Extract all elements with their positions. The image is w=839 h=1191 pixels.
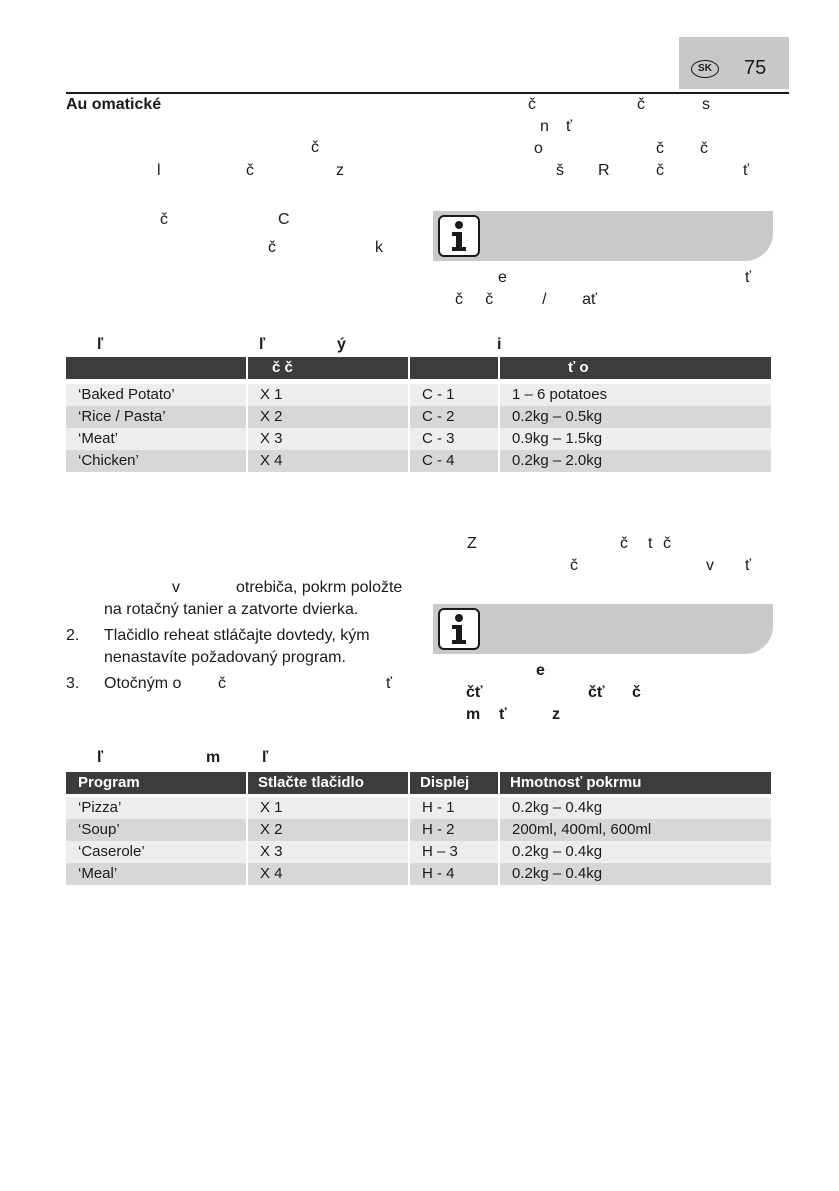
table-row (66, 384, 771, 406)
table-row (66, 450, 771, 472)
table-row (66, 406, 771, 428)
text-fragment: č (663, 535, 671, 552)
table-cell: X 3 (248, 428, 408, 450)
text-fragment: z (336, 162, 344, 179)
text-fragment: n (540, 118, 549, 135)
text-fragment: čť (588, 684, 605, 701)
table-cell: 0.2kg – 0.4kg (500, 797, 771, 819)
table-cell: 0.2kg – 0.4kg (500, 841, 771, 863)
table-title-fragment: m (206, 749, 221, 766)
text-fragment: č (632, 684, 641, 701)
table-cell: X 2 (248, 406, 408, 428)
table-cell: 0.9kg – 1.5kg (500, 428, 771, 450)
text-fragment: č (570, 557, 578, 574)
text-fragment: č (311, 139, 319, 156)
text-fragment: k (375, 239, 383, 256)
table-cell: 1 – 6 potatoes (500, 384, 771, 406)
table-cell: C - 4 (410, 450, 498, 472)
step-number: 2. (66, 627, 80, 644)
table-title-fragment: ľ (97, 336, 104, 353)
table-title-fragment: ý (337, 336, 346, 353)
table-row (66, 428, 771, 450)
instruction-line: Tlačidlo reheat stláčajte dovtedy, kým (104, 627, 370, 644)
text-fragment: l (157, 162, 161, 179)
table-cell: ‘Baked Potato’ (66, 384, 246, 406)
table-cell: H - 2 (410, 819, 498, 841)
table-header-cell: č č (248, 357, 408, 379)
step-number: 3. (66, 675, 80, 692)
table-cell: ‘Soup’ (66, 819, 246, 841)
text-fragment: ť (745, 557, 751, 574)
table-header-cell: ť o (500, 357, 771, 379)
text-fragment: z (552, 706, 560, 723)
text-fragment: Z (467, 535, 477, 552)
table-cell: ‘Rice / Pasta’ (66, 406, 246, 428)
table-cell: ‘Meal’ (66, 863, 246, 885)
table-title-fragment: ľ (262, 749, 269, 766)
table-cell: H - 4 (410, 863, 498, 885)
table-header-cell (410, 357, 498, 379)
table-header-cell: Program (66, 772, 246, 794)
text-fragment: v (706, 557, 714, 574)
text-fragment: č (656, 140, 664, 157)
info-note-background (433, 604, 773, 654)
text-fragment: č (528, 96, 536, 113)
table-cell: ‘Chicken’ (66, 450, 246, 472)
table-title-fragment: ľ (259, 336, 266, 353)
text-fragment: o (534, 140, 543, 157)
table-header-cell: Displej (410, 772, 498, 794)
text-fragment: č (246, 162, 254, 179)
info-note-background (433, 211, 773, 261)
table-row (66, 797, 771, 819)
text-fragment: č (620, 535, 628, 552)
table-cell: C - 1 (410, 384, 498, 406)
table-row (66, 819, 771, 841)
text-fragment: č (700, 140, 708, 157)
text-fragment: C (278, 211, 290, 228)
table-cell: 0.2kg – 0.4kg (500, 863, 771, 885)
table-cell: C - 2 (410, 406, 498, 428)
table-title-fragment: i (497, 336, 502, 353)
text-fragment: e (536, 662, 545, 679)
instruction-line: nenastavíte požadovaný program. (104, 649, 346, 666)
table-cell: ‘Pizza’ (66, 797, 246, 819)
page-number: 75 (744, 57, 767, 79)
instruction-line: na rotačný tanier a zatvorte dvierka. (104, 601, 359, 618)
table-header-row (66, 357, 771, 379)
table-cell: H - 1 (410, 797, 498, 819)
text-fragment: e (498, 269, 507, 286)
table-row (66, 841, 771, 863)
text-fragment: č (268, 239, 276, 256)
text-fragment: č (218, 675, 226, 692)
text-fragment: m (466, 706, 481, 723)
table-row (66, 863, 771, 885)
table-cell: X 4 (248, 450, 408, 472)
text-fragment: ť (745, 269, 751, 286)
table-cell: ‘Meat’ (66, 428, 246, 450)
text-fragment: č (656, 162, 664, 179)
text-fragment: č č / ať (455, 291, 598, 308)
info-icon (438, 215, 480, 257)
text-fragment: ť (386, 675, 392, 692)
text-fragment: v (172, 579, 180, 596)
text-fragment: R (598, 162, 610, 179)
table-cell: X 3 (248, 841, 408, 863)
table-title-fragment: ľ (97, 749, 104, 766)
text-fragment: otrebiča, pokrm položte (236, 579, 403, 596)
table-cell: 0.2kg – 2.0kg (500, 450, 771, 472)
table-cell: X 4 (248, 863, 408, 885)
text-fragment: čť (466, 684, 483, 701)
text-fragment: s (702, 96, 710, 113)
text-fragment: ť (743, 162, 749, 179)
table-header-row (66, 772, 771, 794)
instruction-line: Otočným o (104, 675, 182, 692)
header-rule (66, 92, 789, 94)
table-cell: 0.2kg – 0.5kg (500, 406, 771, 428)
text-fragment: ť (566, 118, 572, 135)
text-fragment: t (648, 535, 653, 552)
info-note-box (433, 211, 773, 261)
table-cell: C - 3 (410, 428, 498, 450)
text-fragment: č (160, 211, 168, 228)
text-fragment: ť (499, 706, 507, 723)
table-cell: X 1 (248, 797, 408, 819)
table-cell: X 2 (248, 819, 408, 841)
info-note-box (433, 604, 773, 654)
text-fragment: š (556, 162, 564, 179)
table-cell: X 1 (248, 384, 408, 406)
table-cell: 200ml, 400ml, 600ml (500, 819, 771, 841)
table-cell: ‘Caserole’ (66, 841, 246, 863)
text-fragment: č (637, 96, 645, 113)
table-header-cell (66, 357, 246, 379)
table-header-cell: Hmotnosť pokrmu (500, 772, 771, 794)
table-header-cell: Stlačte tlačidlo (248, 772, 408, 794)
info-icon (438, 608, 480, 650)
language-badge: SK (691, 60, 719, 78)
section-heading: Au omatické (66, 96, 162, 113)
table-cell: H – 3 (410, 841, 498, 863)
